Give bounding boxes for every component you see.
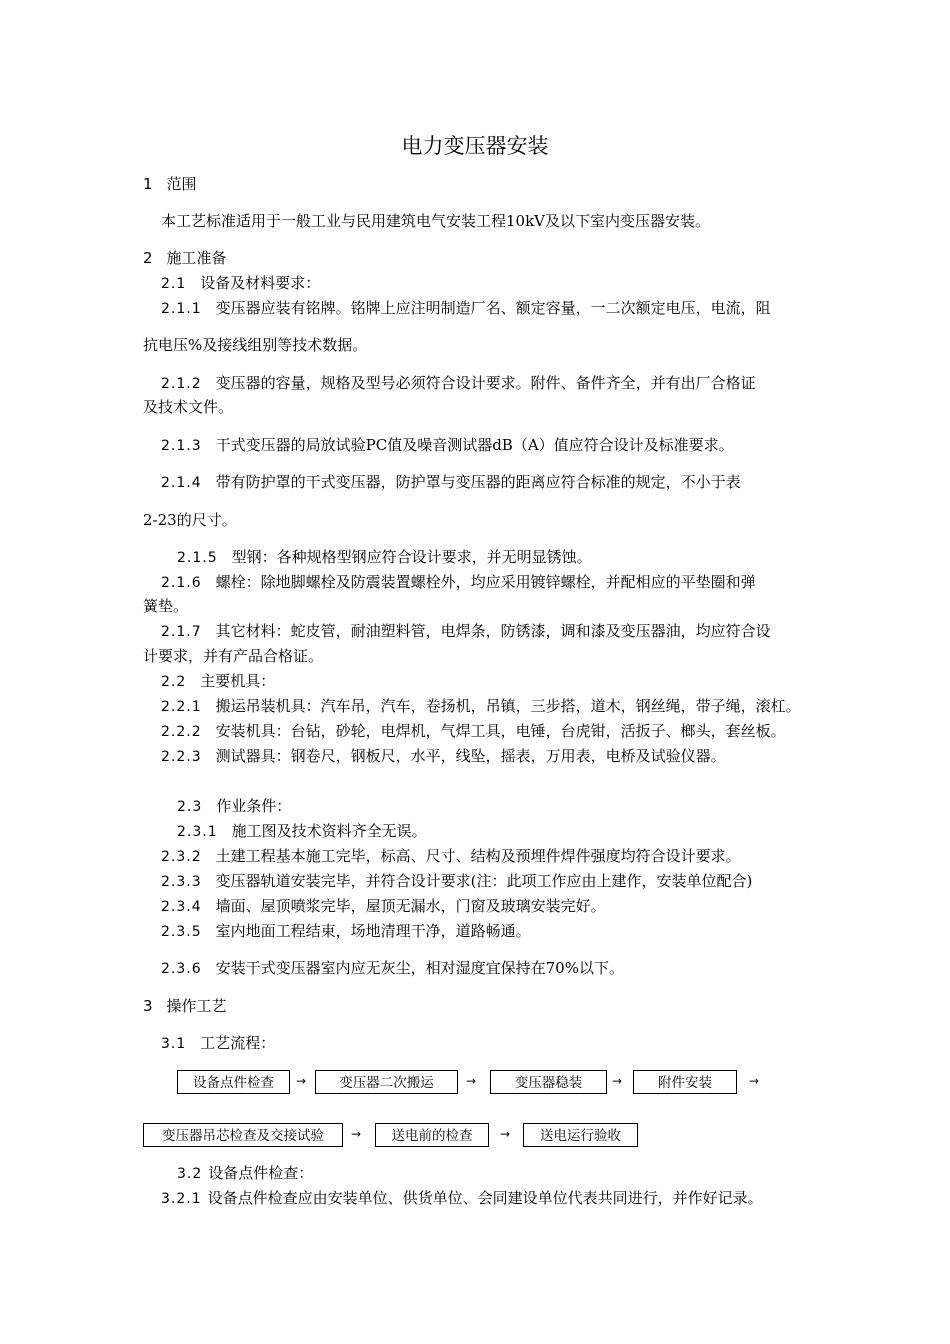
item-number: 2.1.4: [161, 475, 202, 491]
arrow-right-icon: →: [500, 1127, 511, 1141]
item-text: 作业条件：: [216, 797, 292, 815]
item-number: 2.3.2: [161, 849, 202, 865]
list-item: [161, 1033, 275, 1054]
list-item: [161, 846, 741, 867]
item-text: 工艺流程：: [200, 1034, 276, 1052]
arrow-right-icon: →: [749, 1074, 760, 1088]
item-text: 搬运吊装机具：汽车吊，汽车，卷扬机，吊镇，三步搭，道木，钢丝绳，带子绳，滚杠。: [215, 697, 801, 715]
list-item: [161, 572, 756, 593]
list-item: [161, 621, 771, 642]
document-title: 电力变压器安装: [401, 134, 549, 158]
item-text: 施工图及技术资料齐全无误。: [231, 822, 427, 840]
item-number: 2.3.5: [161, 924, 202, 940]
list-item: [161, 273, 320, 294]
item-number: 2.3.4: [161, 899, 202, 915]
arrow-right-icon: →: [351, 1127, 362, 1141]
flow-step-box: 变压器稳装: [490, 1070, 607, 1094]
arrow-right-icon: →: [612, 1074, 623, 1088]
item-text: 带有防护罩的干式变压器，防护罩与变压器的距离应符合标准的规定，不小于表: [215, 473, 741, 491]
list-item: [161, 958, 624, 979]
item-number: 2.2.2: [161, 724, 202, 740]
list-item: [161, 472, 741, 493]
list-item: [177, 796, 291, 817]
item-text-continued: 抗电压%及接线组别等技术数据。: [143, 336, 368, 354]
item-text-continued: 2-23的尺寸。: [143, 511, 237, 529]
list-item: [161, 373, 756, 394]
item-number: 2.1.3: [161, 438, 202, 454]
item-text: 螺栓：除地脚螺栓及防震装置螺栓外，均应采用镀锌螺栓，并配相应的平垫圈和弹: [215, 573, 756, 591]
item-number: 2.2.1: [161, 699, 202, 715]
item-number: 3.2.1: [161, 1191, 202, 1207]
item-text-continued: 及技术文件。: [143, 398, 234, 416]
item-text-continued: 簧垫。: [143, 597, 189, 615]
arrow-right-icon: →: [296, 1074, 307, 1088]
item-text: 设备点件检查应由安装单位、供货单位、会同建设单位代表共同进行，并作好记录。: [207, 1189, 763, 1207]
paragraph: 本工艺标准适用于一般工业与民用建筑电气安装工程10kV及以下室内变压器安装。: [161, 212, 711, 230]
item-text-continued: 计要求，并有产品合格证。: [143, 647, 324, 665]
item-number: 2.2.3: [161, 749, 202, 765]
list-item: [161, 1188, 763, 1209]
item-number: 2.3.6: [161, 961, 202, 977]
flow-step-box: 变压器二次搬运: [315, 1070, 458, 1094]
flow-step-box: 送电前的检查: [375, 1123, 489, 1147]
item-text: 测试器具：钢卷尺，钢板尺，水平，线坠，摇表，万用表，电桥及试验仪器。: [215, 747, 726, 765]
section-title: 操作工艺: [166, 997, 227, 1015]
item-text: 变压器轨道安装完毕，并符合设计要求(注：此项工作应由上建作，安装单位配合): [215, 872, 753, 890]
item-text: 墙面、屋顶喷浆完毕，屋顶无漏水，门窗及玻璃安装完好。: [215, 897, 606, 915]
list-item: [161, 871, 752, 892]
item-text: 土建工程基本施工完毕，标高、尺寸、结构及预埋件焊件强度均符合设计要求。: [215, 847, 741, 865]
item-number: 2.3.3: [161, 874, 202, 890]
item-text: 安装干式变压器室内应无灰尘，相对湿度宜保持在70%以下。: [215, 959, 624, 977]
list-item: [161, 746, 726, 767]
item-number: 2.1.5: [177, 550, 218, 566]
list-item: [161, 921, 531, 942]
list-item: [161, 671, 275, 692]
section-number: 1: [143, 175, 153, 193]
item-number: 3.2: [177, 1166, 203, 1182]
item-text: 设备点件检查：: [208, 1164, 314, 1182]
list-item: [161, 721, 786, 742]
flow-step-box: 设备点件检查: [177, 1070, 290, 1094]
list-item: [177, 547, 592, 568]
section-heading: [143, 174, 197, 194]
item-text: 主要机具：: [200, 672, 276, 690]
flow-step-box: 变压器吊芯检查及交接试验: [143, 1123, 343, 1147]
list-item: [161, 435, 734, 456]
item-text: 安装机具：台钻，砂轮，电焊机，气焊工具，电锤，台虎钳，活扳子、榔头，套丝板。: [215, 722, 786, 740]
item-number: 2.1.2: [161, 376, 202, 392]
item-text: 室内地面工程结束，场地清理干净，道路畅通。: [215, 922, 531, 940]
item-text: 型钢：各种规格型钢应符合设计要求，并无明显锈蚀。: [231, 548, 592, 566]
item-text: 其它材料：蛇皮管，耐油塑料管，电焊条，防锈漆，调和漆及变压器油，均应符合设: [215, 622, 771, 640]
item-text: 设备及材料要求：: [200, 274, 321, 292]
section-heading: [143, 996, 227, 1016]
item-number: 3.1: [161, 1036, 187, 1052]
section-title: 施工准备: [166, 249, 227, 267]
item-number: 2.2: [161, 674, 187, 690]
arrow-right-icon: →: [466, 1074, 477, 1088]
flow-step-box: 附件安装: [633, 1070, 737, 1094]
section-title: 范围: [166, 175, 197, 193]
item-number: 2.1.6: [161, 575, 202, 591]
item-number: 2.1.1: [161, 301, 202, 317]
item-text: 变压器应装有铭牌。铭牌上应注明制造厂名、额定容量，一二次额定电压，电流，阻: [215, 299, 771, 317]
section-heading: [143, 248, 227, 268]
list-item: [177, 821, 427, 842]
item-number: 2.1: [161, 276, 187, 292]
item-number: 2.3.1: [177, 824, 218, 840]
flow-step-box: 送电运行验收: [523, 1123, 638, 1147]
item-text: 干式变压器的局放试验PC值及噪音测试器dB（A）值应符合设计及标准要求。: [215, 436, 734, 454]
section-number: 2: [143, 249, 153, 267]
list-item: [161, 896, 606, 917]
section-number: 3: [143, 997, 153, 1015]
list-item: [161, 298, 771, 319]
list-item: [161, 696, 801, 717]
item-text: 变压器的容量，规格及型号必须符合设计要求。附件、备件齐全，并有出厂合格证: [215, 374, 756, 392]
item-number: 2.1.7: [161, 624, 202, 640]
item-number: 2.3: [177, 799, 203, 815]
list-item: [177, 1163, 313, 1184]
